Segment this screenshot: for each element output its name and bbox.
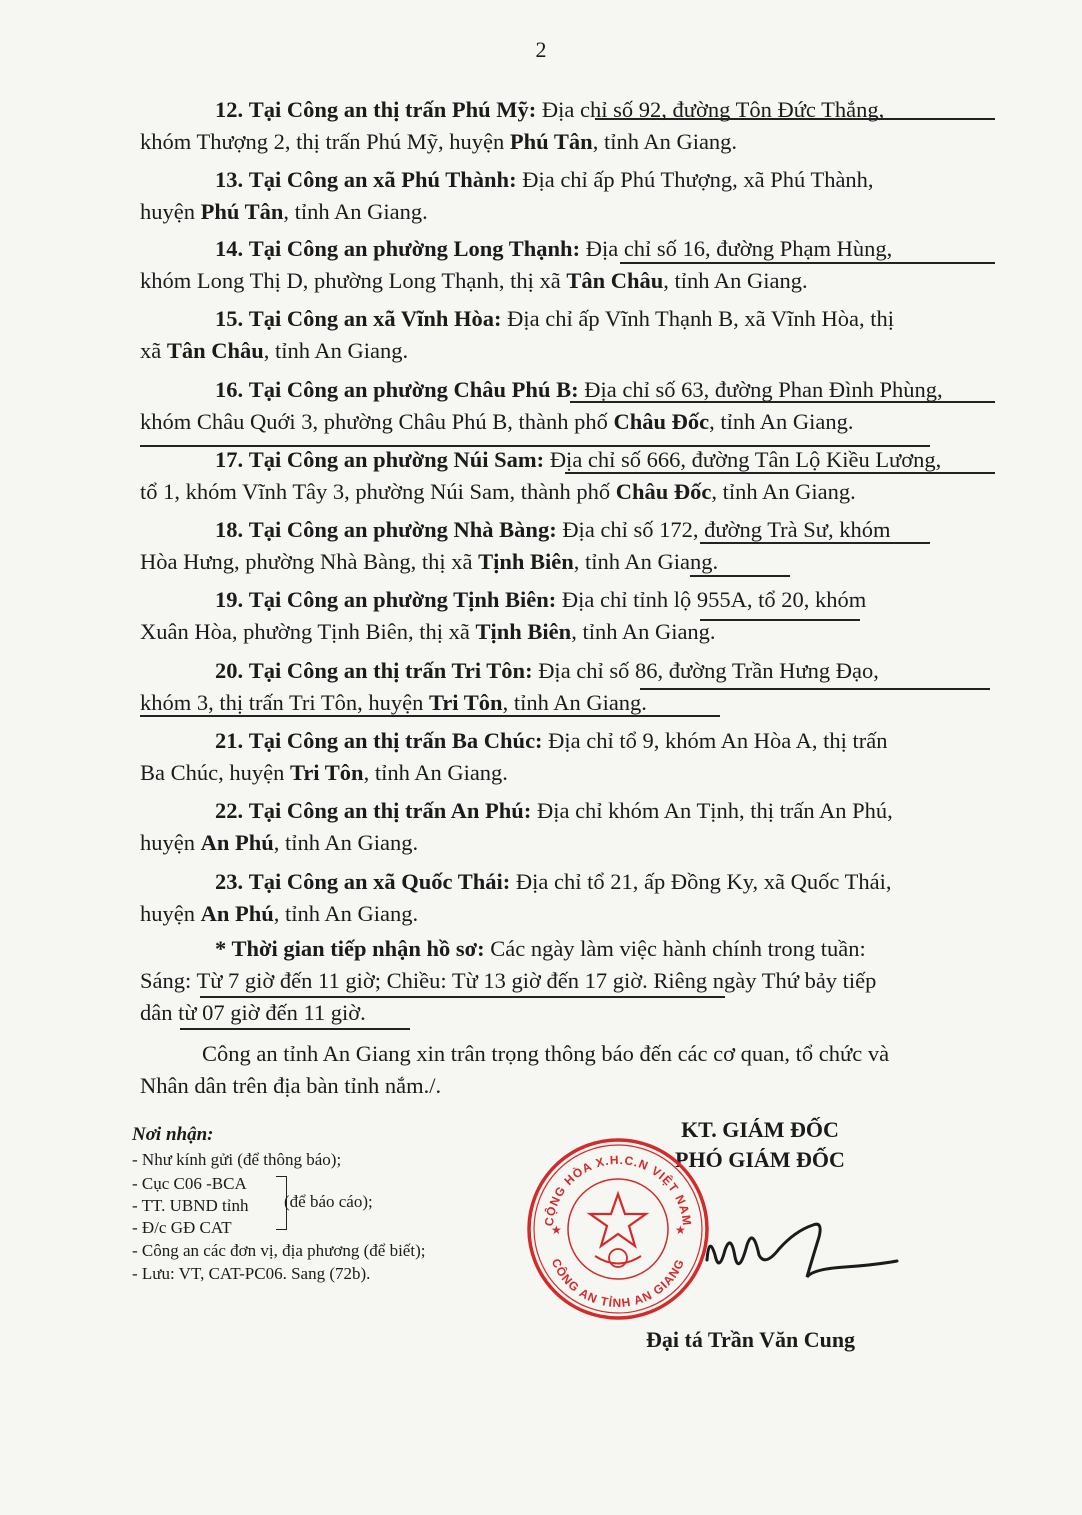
item-district: Phú Tân (200, 199, 284, 224)
address-item (140, 725, 995, 789)
item-district: Tân Châu (566, 268, 664, 293)
item-province: , tỉnh An Giang. (502, 690, 647, 715)
item-number: 20. (215, 658, 244, 683)
svg-text:★: ★ (551, 1223, 562, 1237)
item-address-line2: tổ 1, khóm Vĩnh Tây 3, phường Núi Sam, thành phố (140, 479, 616, 504)
item-address-line1: Địa chỉ số 16, đường Phạm Hùng, (580, 236, 893, 261)
item-province: , tỉnh An Giang. (571, 619, 716, 644)
closing-line2: Nhân dân trên địa bàn tỉnh nắm./. (140, 1073, 442, 1098)
closing-line1: Công an tỉnh An Giang xin trân trọng thông báo đến các cơ quan, tổ chức và (202, 1041, 890, 1066)
bracket-label: (để báo cáo); (284, 1192, 373, 1211)
address-item (140, 164, 995, 228)
signature-title: KT. GIÁM ĐỐC (681, 1117, 839, 1142)
underline-mark (140, 445, 930, 447)
item-number: 23. (215, 869, 244, 894)
item-address-line1: Địa chỉ tỉnh lộ 955A, tổ 20, khóm (556, 587, 867, 612)
item-address-line2: khóm Thượng 2, thị trấn Phú Mỹ, huyện (140, 129, 510, 154)
item-address-line2: Ba Chúc, huyện (140, 760, 290, 785)
underline-mark (180, 1028, 410, 1030)
reception-line1: Các ngày làm việc hành chính trong tuần: (484, 936, 866, 961)
item-number: 18. (215, 517, 244, 542)
page-number: 2 (535, 37, 547, 62)
item-address-line2: khóm 3, thị trấn Tri Tôn, huyện (140, 690, 429, 715)
reception-time (140, 933, 995, 1029)
item-district: Tri Tôn (428, 690, 503, 715)
item-number: 15. (215, 306, 244, 331)
underline-mark (620, 262, 995, 264)
item-number: 13. (215, 167, 244, 192)
item-address-line1: Địa chỉ tổ 21, ấp Đồng Ky, xã Quốc Thái, (510, 869, 892, 894)
item-number: 14. (215, 236, 244, 261)
stamp-top-text: CỘNG HÒA X.H.C.N VIỆT NAM (541, 1152, 695, 1227)
item-office: Tại Công an phường Núi Sam: (248, 447, 545, 472)
item-address-line2: Xuân Hòa, phường Tịnh Biên, thị xã (140, 619, 476, 644)
handwritten-signature (695, 1205, 905, 1305)
item-address-line1: Địa chỉ tổ 9, khóm An Hòa A, thị trấn (542, 728, 888, 753)
address-item (140, 795, 995, 859)
signer-name: Đại tá Trần Văn Cung (646, 1327, 856, 1352)
recipient-line: - Công an các đơn vị, địa phương (để biết); (132, 1241, 426, 1260)
item-address-line1: Địa chỉ số 63, đường Phan Đình Phùng, (578, 377, 943, 402)
item-office: Tại Công an phường Nhà Bàng: (248, 517, 557, 542)
item-province: , tỉnh An Giang. (283, 199, 428, 224)
svg-text:★: ★ (675, 1223, 686, 1237)
item-number: 17. (215, 447, 244, 472)
address-item (140, 866, 995, 930)
address-item (140, 444, 995, 508)
item-address-line1: Địa chỉ ấp Phú Thượng, xã Phú Thành, (516, 167, 874, 192)
official-stamp (525, 1136, 711, 1322)
item-province: , tỉnh An Giang. (709, 409, 854, 434)
item-address-line2: Hòa Hưng, phường Nhà Bàng, thị xã (140, 549, 479, 574)
underline-mark (570, 401, 995, 403)
item-office: Tại Công an thị trấn An Phú: (248, 798, 532, 823)
underline-mark (140, 715, 720, 717)
underline-mark (200, 996, 725, 998)
recipient-line: - Cục C06 -BCA (132, 1174, 247, 1193)
stamp-bottom-text: CÔNG AN TỈNH AN GIANG (548, 1256, 688, 1311)
item-district: Châu Đốc (615, 479, 712, 504)
item-office: Tại Công an xã Phú Thành: (248, 167, 517, 192)
address-item (140, 374, 995, 438)
recipient-line: - Đ/c GĐ CAT (132, 1218, 232, 1237)
underline-mark (640, 688, 990, 690)
item-address-line2: khóm Châu Quới 3, phường Châu Phú B, thành phố (140, 409, 614, 434)
item-office: Tại Công an phường Long Thạnh: (248, 236, 581, 261)
item-province: , tỉnh An Giang. (363, 760, 508, 785)
recipient-line: - Lưu: VT, CAT-PC06. Sang (72b). (132, 1264, 371, 1283)
underline-mark (595, 118, 995, 120)
item-district: Tịnh Biên (478, 549, 574, 574)
address-item (140, 514, 995, 578)
item-office: Tại Công an xã Quốc Thái: (248, 869, 511, 894)
item-office: Tại Công an thị trấn Tri Tôn: (248, 658, 533, 683)
item-province: , tỉnh An Giang. (273, 901, 419, 926)
underline-mark (700, 619, 860, 621)
reception-line2: Sáng: Từ 7 giờ đến 11 giờ; Chiều: Từ 13 giờ đến 17 giờ. Riêng ngày Thứ bảy tiếp (140, 968, 877, 993)
underline-mark (700, 542, 930, 544)
item-province: , tỉnh An Giang. (273, 830, 419, 855)
underline-mark (565, 472, 995, 474)
item-address-line2: huyện (140, 199, 201, 224)
underline-mark (690, 575, 790, 577)
item-province: , tỉnh An Giang. (263, 338, 409, 363)
star-icon (590, 1194, 646, 1246)
address-item (140, 94, 995, 158)
reception-label: * Thời gian tiếp nhận hồ sơ: (215, 936, 485, 961)
item-address-line1: Địa chỉ số 92, đường Tôn Đức Thắng, (536, 97, 885, 122)
item-office: Tại Công an phường Tịnh Biên: (248, 587, 557, 612)
item-address-line2: huyện (140, 830, 201, 855)
address-item (140, 303, 995, 367)
item-district: Phú Tân (509, 129, 593, 154)
item-number: 16. (215, 377, 244, 402)
item-address-line2: huyện (140, 901, 201, 926)
item-office: Tại Công an thị trấn Phú Mỹ: (248, 97, 537, 122)
item-address-line1: Địa chỉ số 666, đường Tân Lộ Kiều Lương, (544, 447, 942, 472)
item-province: , tỉnh An Giang. (711, 479, 856, 504)
item-province: , tỉnh An Giang. (592, 129, 738, 154)
item-district: Tịnh Biên (475, 619, 572, 644)
item-number: 21. (215, 728, 244, 753)
item-address-line2: khóm Long Thị D, phường Long Thạnh, thị xã (140, 268, 567, 293)
item-office: Tại Công an thị trấn Ba Chúc: (248, 728, 543, 753)
item-office: Tại Công an xã Vĩnh Hòa: (248, 306, 502, 331)
closing-paragraph (140, 1038, 995, 1102)
item-address-line2: xã (140, 338, 167, 363)
address-item (140, 233, 995, 297)
item-address-line1: Địa chỉ số 172, đường Trà Sư, khóm (556, 517, 891, 542)
item-number: 12. (215, 97, 244, 122)
item-district: Tri Tôn (289, 760, 364, 785)
address-item (140, 584, 995, 648)
reception-line3: dân từ 07 giờ đến 11 giờ. (140, 1000, 366, 1025)
address-item (140, 655, 995, 719)
recipient-line: - TT. UBND tỉnh (132, 1196, 249, 1215)
item-province: , tỉnh An Giang. (663, 268, 808, 293)
item-number: 19. (215, 587, 244, 612)
item-address-line1: Địa chỉ ấp Vĩnh Thạnh B, xã Vĩnh Hòa, thị (501, 306, 894, 331)
recipients-title: Nơi nhận: (132, 1124, 214, 1145)
item-district: An Phú (200, 830, 274, 855)
signature-subtitle: PHÓ GIÁM ĐỐC (675, 1147, 845, 1172)
item-number: 22. (215, 798, 244, 823)
item-address-line1: Địa chỉ khóm An Tịnh, thị trấn An Phú, (531, 798, 893, 823)
item-province: , tỉnh An Giang. (573, 549, 719, 574)
item-district: An Phú (200, 901, 274, 926)
item-office: Tại Công an phường Châu Phú B: (248, 377, 579, 402)
item-address-line1: Địa chỉ số 86, đường Trần Hưng Đạo, (532, 658, 879, 683)
item-district: Châu Đốc (613, 409, 710, 434)
item-district: Tân Châu (166, 338, 264, 363)
recipient-line: - Như kính gửi (để thông báo); (132, 1150, 342, 1169)
